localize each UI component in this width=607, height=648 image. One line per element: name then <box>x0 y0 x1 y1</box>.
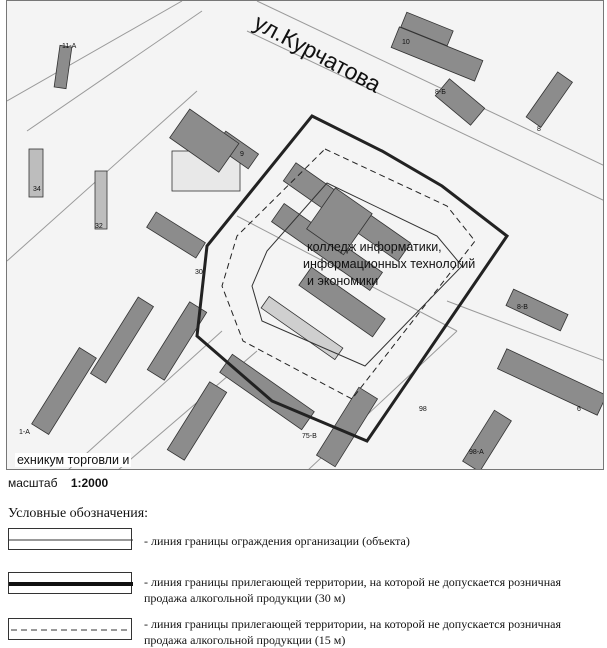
building-number: 6 <box>577 406 581 413</box>
building-number: 8-Б <box>435 89 446 96</box>
dashed-line-symbol <box>9 619 133 641</box>
building-number: 30 <box>195 269 203 276</box>
legend-swatch-fence <box>8 528 132 550</box>
building-number: 75-В <box>302 433 317 440</box>
site-plan-map <box>7 1 604 470</box>
building <box>54 45 72 88</box>
building <box>91 297 154 383</box>
building <box>316 387 377 467</box>
building-number: 98-А <box>469 449 484 456</box>
building-number: 98 <box>419 406 427 413</box>
building <box>167 382 226 460</box>
building <box>463 410 512 470</box>
map-area <box>6 0 604 470</box>
building-number: 34 <box>33 186 41 193</box>
technikum-label: ехникум торговли и <box>17 453 130 467</box>
building-number: 32 <box>95 223 103 230</box>
building-number: 11-А <box>62 43 77 50</box>
building <box>95 171 107 229</box>
building-number: 8-В <box>517 304 528 311</box>
building <box>435 79 484 125</box>
street-label: ул.Курчатова <box>249 9 386 98</box>
legend-text-15m: - линия границы прилегающей территории, на которой не допускается розничная продажа алкогольной продукции (15 м) <box>144 617 561 647</box>
fence-line-symbol <box>9 529 133 551</box>
thick-line-symbol <box>9 573 133 595</box>
scale-row <box>8 476 108 490</box>
legend-swatch-30m <box>8 572 132 594</box>
scale-label: масштаб <box>8 476 58 490</box>
college-label-line-3: и экономики <box>307 274 379 288</box>
building <box>147 212 206 258</box>
building <box>526 72 572 127</box>
building <box>506 289 568 331</box>
legend-swatch-15m <box>8 618 132 640</box>
legend-text-30m: - линия границы прилегающей территории, на которой не допускается розничная продажа алкогольной продукции (30 м) <box>144 575 561 605</box>
legend-title: Условные обозначения: <box>8 506 149 521</box>
building-number: 9 <box>240 151 244 158</box>
college-label-line-2: информационных технологий <box>303 257 476 271</box>
building-number: 1-А <box>19 429 30 436</box>
building <box>498 349 604 415</box>
college-label-line-1: колледж информатики, <box>307 240 442 254</box>
scale-value: 1:2000 <box>70 476 109 490</box>
college-label <box>303 239 476 290</box>
building <box>220 354 315 429</box>
building-number: 10 <box>402 39 410 46</box>
legend-text-fence: - линия границы ограждения организации (объекта) <box>144 534 410 548</box>
building <box>32 348 97 435</box>
building <box>147 302 206 380</box>
building-number: 8 <box>537 126 541 133</box>
